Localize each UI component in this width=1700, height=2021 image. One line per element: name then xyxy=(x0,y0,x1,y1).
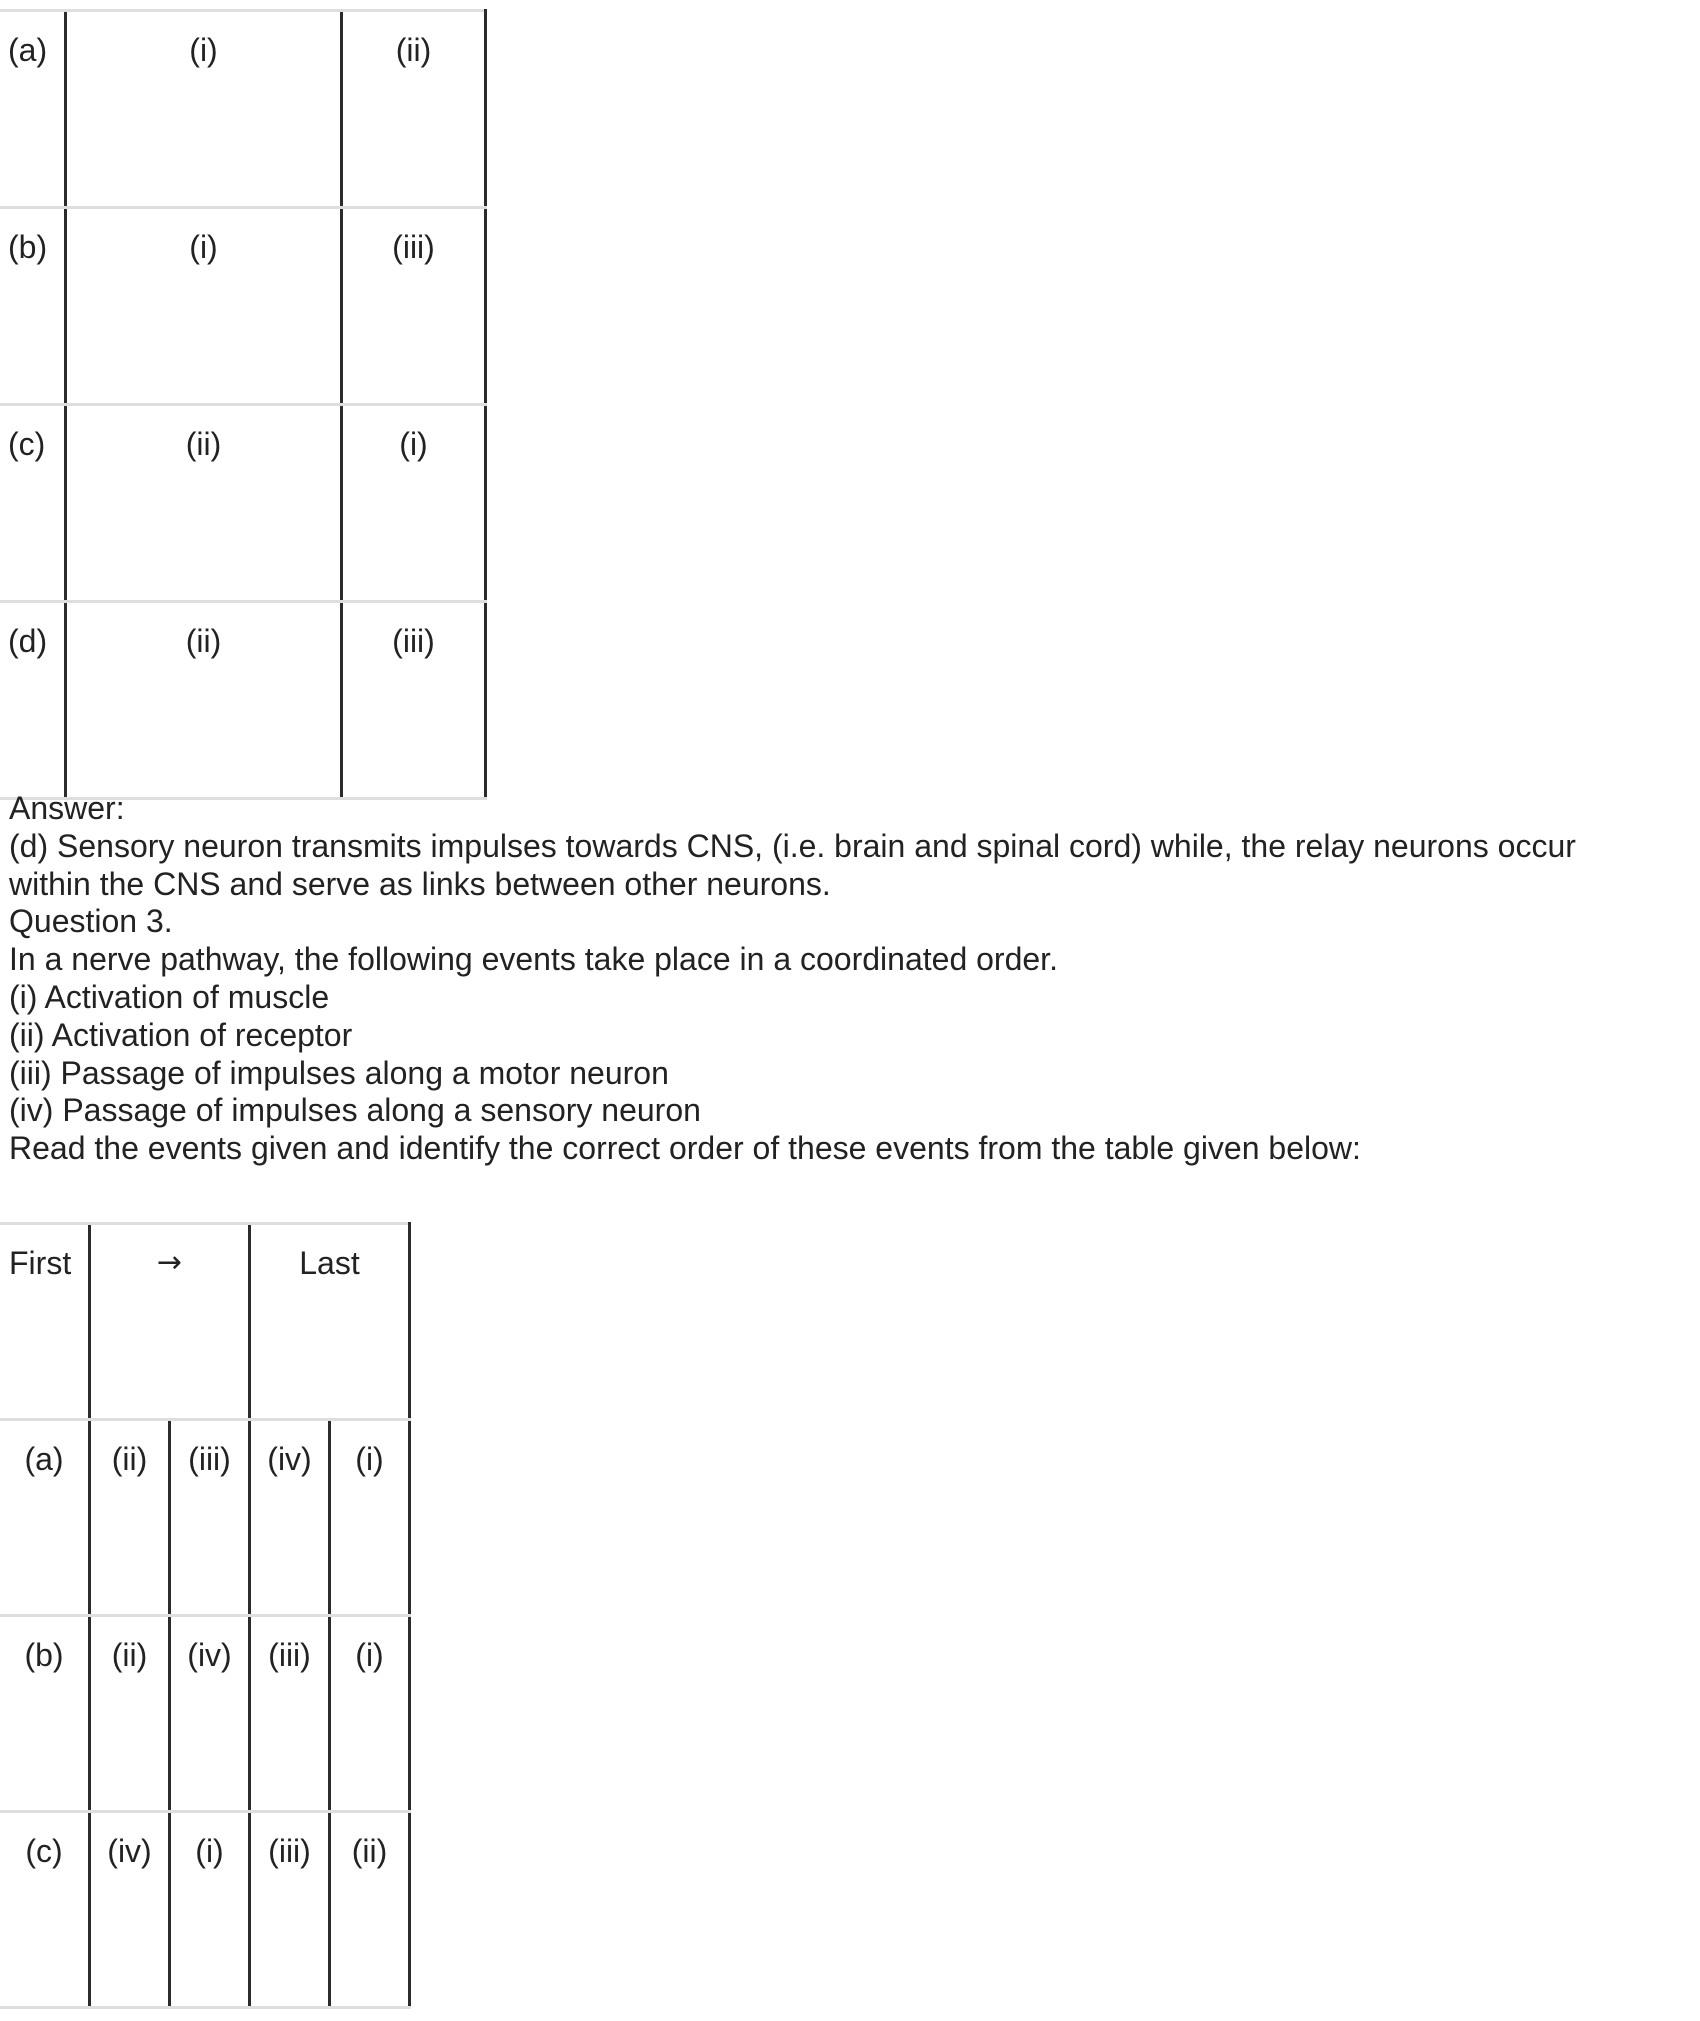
option-label-cell: (b) xyxy=(0,1616,90,1812)
value-cell: (i) xyxy=(342,405,486,602)
value-cell: (ii) xyxy=(66,602,342,799)
answer-text-line-2: within the CNS and serve as links between other neurons. xyxy=(9,865,831,902)
value-cell: (iv) xyxy=(170,1616,250,1812)
table-row xyxy=(0,1616,410,1812)
value-cell: (ii) xyxy=(330,1812,410,2008)
option-label-cell: (c) xyxy=(0,405,66,602)
order-table xyxy=(0,1222,411,2009)
right-arrow-icon: → xyxy=(156,1245,183,1280)
table-row xyxy=(0,208,486,405)
event-item: (ii) Activation of receptor xyxy=(9,1016,353,1053)
event-item: (iii) Passage of impulses along a motor neuron xyxy=(9,1054,669,1091)
value-cell: (iii) xyxy=(250,1812,330,2008)
question-title: Question 3. xyxy=(9,903,173,940)
value-cell: (iv) xyxy=(250,1420,330,1616)
table-row xyxy=(0,1420,410,1616)
answer-text-line-1: (d) Sensory neuron transmits impulses towards CNS, (i.e. brain and spinal cord) while, the relay neurons occur xyxy=(9,827,1576,864)
event-item: (i) Activation of muscle xyxy=(9,978,330,1015)
option-label-cell: (d) xyxy=(0,602,66,799)
option-label-cell: (b) xyxy=(0,208,66,405)
value-cell: (i) xyxy=(330,1420,410,1616)
content-text xyxy=(9,790,1689,1168)
value-cell: (ii) xyxy=(90,1616,170,1812)
value-cell: (i) xyxy=(170,1812,250,2008)
event-item: (iv) Passage of impulses along a sensory neuron xyxy=(9,1092,701,1129)
option-label-cell: (a) xyxy=(0,1420,90,1616)
option-label-cell: (c) xyxy=(0,1812,90,2008)
answer-heading: Answer: xyxy=(9,790,125,826)
value-cell: (ii) xyxy=(342,11,486,208)
table-row xyxy=(0,405,486,602)
question-intro: In a nerve pathway, the following events take place in a coordinated order. xyxy=(9,941,1058,978)
value-cell: (iii) xyxy=(342,602,486,799)
option-label-cell: (a) xyxy=(0,11,66,208)
table-header-row xyxy=(0,1224,410,1420)
value-cell: (iii) xyxy=(170,1420,250,1616)
value-cell: (iii) xyxy=(250,1616,330,1812)
value-cell: (iv) xyxy=(90,1812,170,2008)
table-row xyxy=(0,11,486,208)
table-row xyxy=(0,1812,410,2008)
value-cell: (i) xyxy=(66,11,342,208)
header-arrow xyxy=(90,1224,250,1420)
header-last: Last xyxy=(250,1224,410,1420)
question-instruction: Read the events given and identify the correct order of these events from the table given below: xyxy=(9,1130,1361,1167)
value-cell: (ii) xyxy=(66,405,342,602)
value-cell: (ii) xyxy=(90,1420,170,1616)
value-cell: (iii) xyxy=(342,208,486,405)
value-cell: (i) xyxy=(330,1616,410,1812)
table-row xyxy=(0,602,486,799)
header-first: First xyxy=(0,1224,90,1420)
options-table xyxy=(0,9,487,800)
value-cell: (i) xyxy=(66,208,342,405)
